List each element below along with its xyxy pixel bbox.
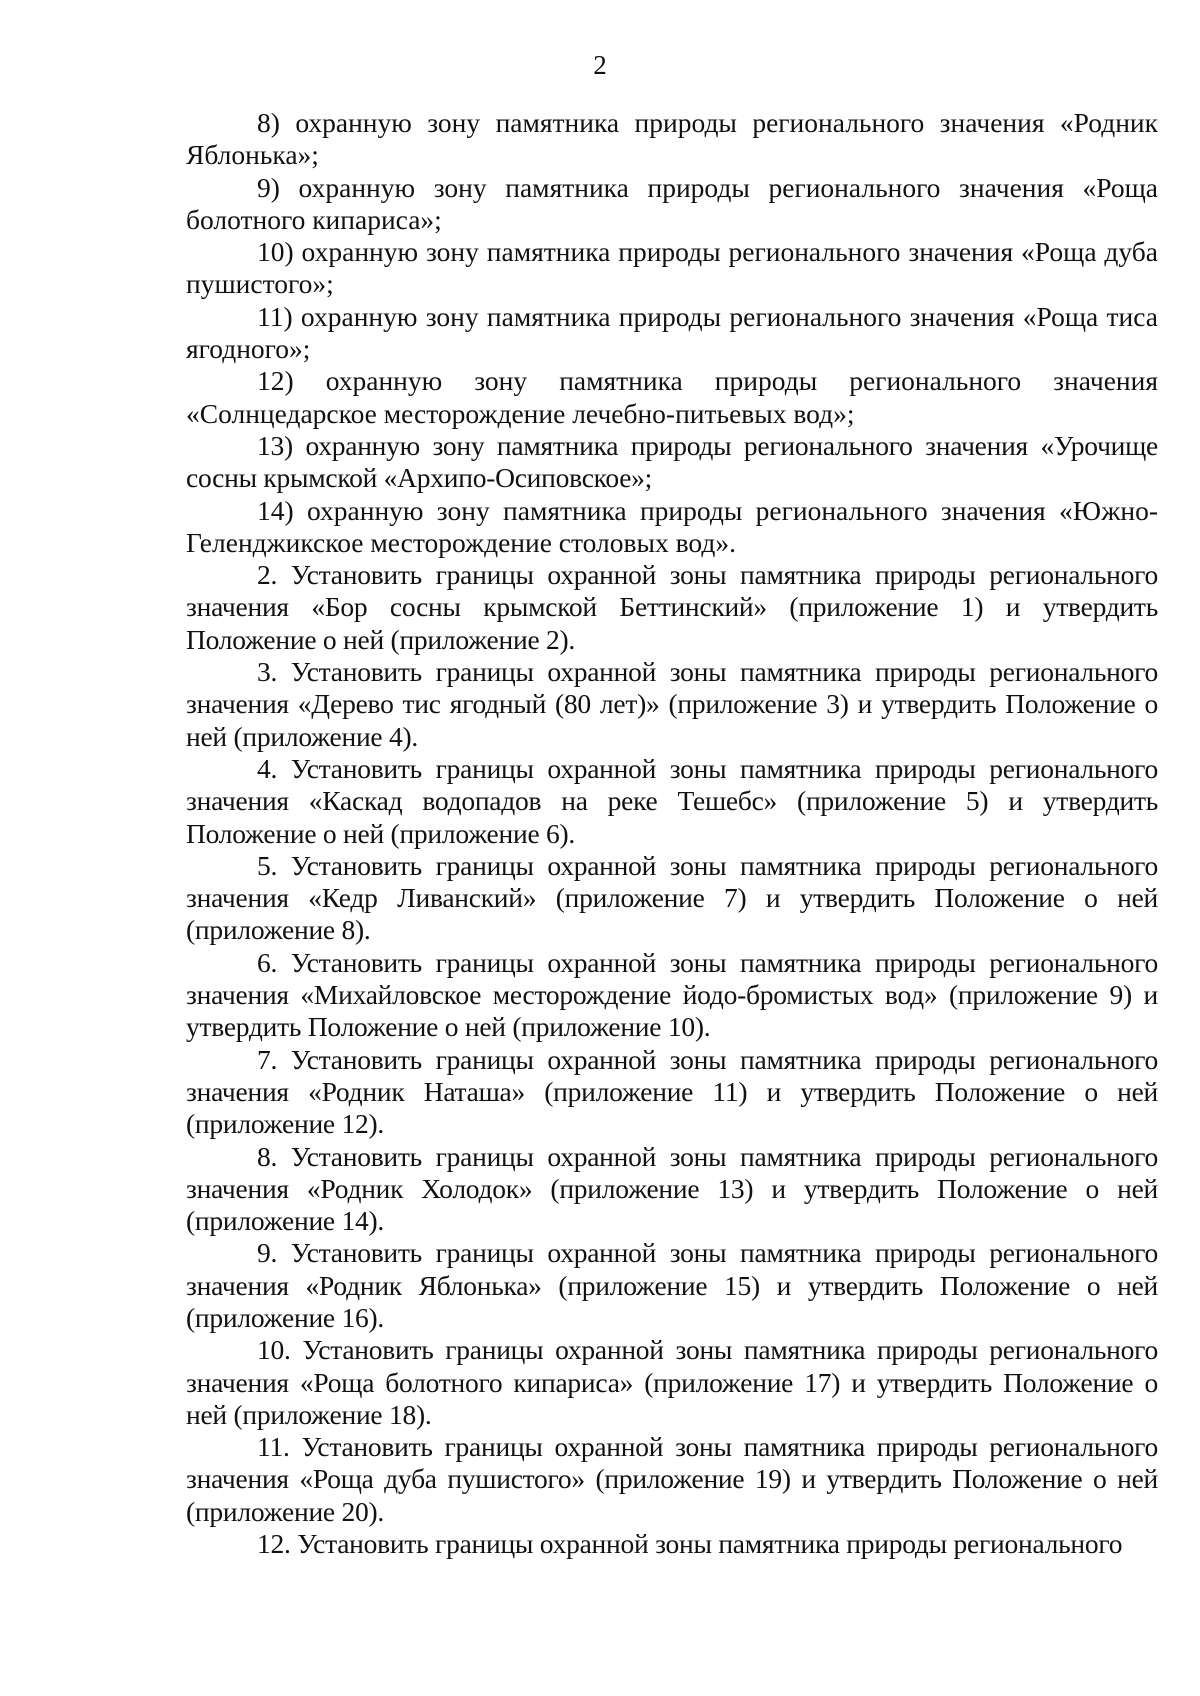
numbered-clause: 7. Установить границы охранной зоны памятника природы регионального значения «Родник Наташа» (приложение 11) и утвердить Положение о ней (приложение 12). bbox=[186, 1043, 1158, 1140]
list-item: 11) охранную зону памятника природы регионального значения «Роща тиса ягодного»; bbox=[186, 300, 1158, 365]
numbered-clause: 5. Установить границы охранной зоны памятника природы регионального значения «Кедр Ливанский» (приложение 7) и утвердить Положение о ней (приложение 8). bbox=[186, 849, 1158, 946]
document-body bbox=[186, 107, 1158, 1560]
numbered-clause: 4. Установить границы охранной зоны памятника природы регионального значения «Каскад водопадов на реке Тешебс» (приложение 5) и утвердить Положение о ней (приложение 6). bbox=[186, 752, 1158, 849]
numbered-clause: 8. Установить границы охранной зоны памятника природы регионального значения «Родник Холодок» (приложение 13) и утвердить Положение о ней (приложение 14). bbox=[186, 1140, 1158, 1237]
numbered-clause: 12. Установить границы охранной зоны памятника природы регионального bbox=[257, 1528, 1123, 1560]
list-item: 14) охранную зону памятника природы регионального значения «Южно-Геленджикское месторождение столовых вод». bbox=[186, 494, 1158, 558]
numbered-clause: 3. Установить границы охранной зоны памятника природы регионального значения «Дерево тис ягодный (80 лет)» (приложение 3) и утвердить Положение о ней (приложение 4). bbox=[186, 656, 1158, 752]
list-item: 13) охранную зону памятника природы регионального значения «Урочище сосны крымской «Архипо-Осиповское»; bbox=[186, 429, 1158, 494]
list-item: 10) охранную зону памятника природы регионального значения «Роща дуба пушистого»; bbox=[186, 236, 1158, 300]
numbered-clause: 11. Установить границы охранной зоны памятника природы регионального значения «Роща дуба пушистого» (приложение 19) и утвердить Положение о ней (приложение 20). bbox=[186, 1431, 1158, 1527]
list-item: 12) охранную зону памятника природы регионального значения «Солнцедарское месторождение лечебно-питьевых вод»; bbox=[186, 365, 1158, 429]
numbered-clause: 6. Установить границы охранной зоны памятника природы регионального значения «Михайловское месторождение йодо-бромистых вод» (приложение 9) и утвердить Положение о ней (приложение 10). bbox=[186, 946, 1158, 1043]
page-number: 2 bbox=[593, 50, 607, 80]
numbered-clause: 2. Установить границы охранной зоны памятника природы регионального значения «Бор сосны крымской Беттинский» (приложение 1) и утвердить Положение о ней (приложение 2). bbox=[186, 559, 1158, 655]
numbered-clause: 9. Установить границы охранной зоны памятника природы регионального значения «Родник Яблонька» (приложение 15) и утвердить Положение о ней (приложение 16). bbox=[186, 1237, 1158, 1333]
numbered-clause: 10. Установить границы охранной зоны памятника природы регионального значения «Роща болотного кипариса» (приложение 17) и утвердить Положение о ней (приложение 18). bbox=[186, 1334, 1158, 1430]
list-item: 8) охранную зону памятника природы регионального значения «Родник Яблонька»; bbox=[186, 107, 1158, 171]
list-item: 9) охранную зону памятника природы регионального значения «Роща болотного кипариса»; bbox=[186, 171, 1158, 235]
